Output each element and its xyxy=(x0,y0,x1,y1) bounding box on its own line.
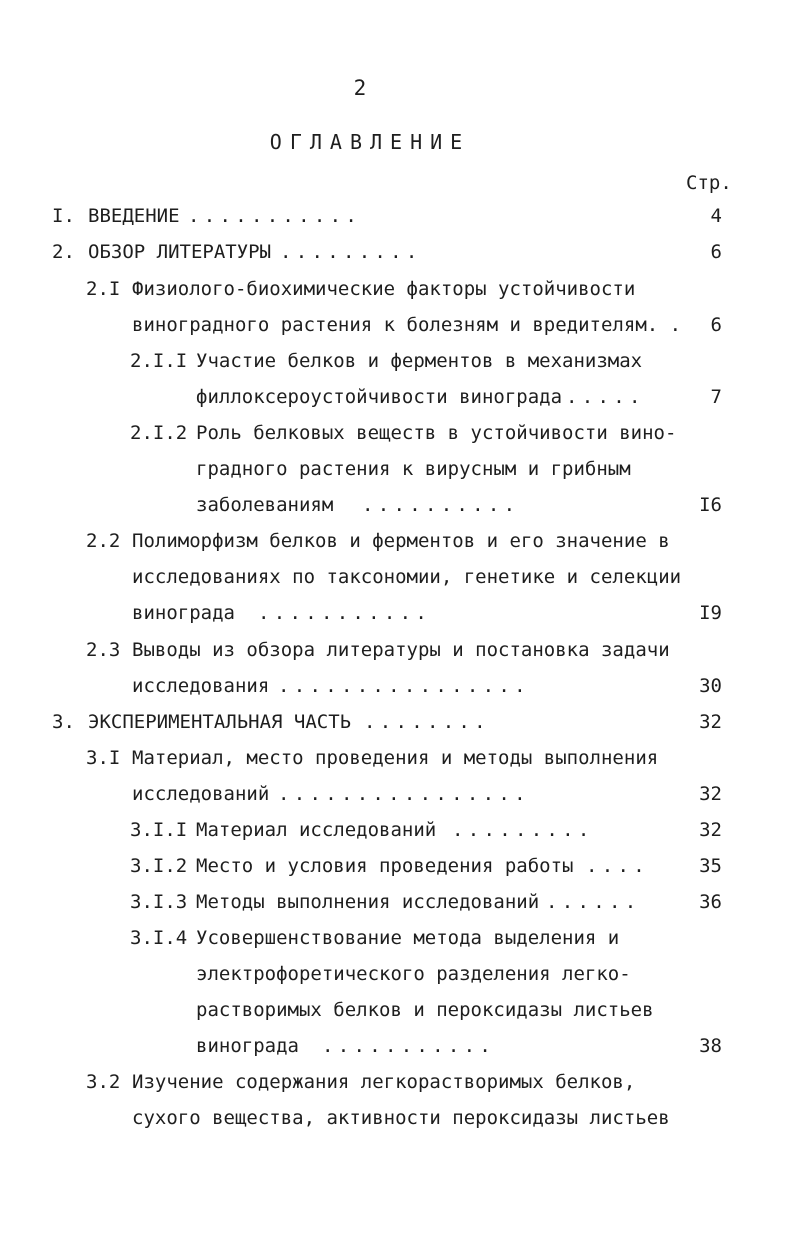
toc-entry-title-line: исследования xyxy=(132,675,270,697)
toc-leader-dots: ........ xyxy=(364,711,490,733)
toc-entry-number: 2.I xyxy=(86,278,121,300)
toc-page-number: 35 xyxy=(699,855,722,877)
toc-entry-number: 2.3 xyxy=(86,639,121,661)
toc-entry-title: Место и условия проведения работы xyxy=(196,855,574,877)
toc-leader-dots: ..... xyxy=(566,386,645,408)
toc-page-number: I6 xyxy=(699,494,722,516)
toc-entry-number: 3.I.4 xyxy=(130,927,188,949)
toc-entry-title-line: сухого вещества, активности пероксидазы листьев xyxy=(132,1107,670,1129)
toc-entry-number: 3. xyxy=(52,711,75,733)
toc-entry-number: 2.I.2 xyxy=(130,422,188,444)
toc-entry-title-line: исследованиях по таксономии, генетике и селекции xyxy=(132,566,682,588)
toc-entry-title-line: растворимых белков и пероксидазы листьев xyxy=(196,999,654,1021)
toc-page-number: 7 xyxy=(710,386,722,408)
toc-page-number: 32 xyxy=(699,783,722,805)
toc-entry-title-line: Усовершенствование метода выделения и xyxy=(196,927,620,949)
toc-entry-number: 3.I.3 xyxy=(130,891,188,913)
toc-entry-title-line: Выводы из обзора литературы и постановка задачи xyxy=(132,639,670,661)
toc-page-number: 6 xyxy=(710,241,722,263)
toc-entry-title-line: винограда xyxy=(132,602,235,624)
toc-entry-number: 3.I.I xyxy=(130,819,188,841)
toc-entry-title-line: Изучение содержания легкорастворимых белков, xyxy=(132,1071,636,1093)
toc-leader-dots: ......... xyxy=(280,241,422,263)
toc-entry-title: Материал исследований xyxy=(196,819,437,841)
toc-entry-number: 2.2 xyxy=(86,530,121,552)
page-number: 2 xyxy=(353,76,367,100)
toc-page-number: 4 xyxy=(710,205,722,227)
toc-entry-title-line: винограда xyxy=(196,1035,299,1057)
toc-entry-title: Методы выполнения исследований xyxy=(196,891,540,913)
toc-entry-title-line: филлоксероустойчивости винограда xyxy=(196,386,563,408)
toc-leader-dots: ........... xyxy=(322,1035,496,1057)
page-column-label: Стр. xyxy=(686,172,732,194)
toc-page-number: 38 xyxy=(699,1035,722,1057)
toc-page-number: 6 xyxy=(710,314,722,336)
toc-leader-dots: .......... xyxy=(362,494,520,516)
toc-entry-number: 3.2 xyxy=(86,1071,121,1093)
toc-entry-title-line: Физиолого-биохимические факторы устойчивости xyxy=(132,278,636,300)
toc-entry-number: 2.I.I xyxy=(130,350,188,372)
toc-page-number: 36 xyxy=(699,891,722,913)
toc-page-number: I9 xyxy=(699,602,722,624)
toc-leader-dots: ......... xyxy=(452,819,594,841)
toc-entry-title: ОБЗОР ЛИТЕРАТУРЫ xyxy=(88,241,272,263)
toc-entry-number: 3.I xyxy=(86,747,121,769)
toc-leader-dots: ........... xyxy=(258,602,432,624)
toc-entry-title-line: Материал, место проведения и методы выполнения xyxy=(132,747,659,769)
toc-leader-dots: ................ xyxy=(278,783,530,805)
toc-entry-title-line: виноградного растения к болезням и вредителям. . xyxy=(132,314,682,336)
toc-entry-title-line: Роль белковых веществ в устойчивости вино- xyxy=(196,422,677,444)
toc-page-number: 32 xyxy=(699,819,722,841)
toc-leader-dots: .... xyxy=(586,855,649,877)
toc-entry-title-line: электрофоретического разделения легко- xyxy=(196,963,631,985)
toc-entry-number: 2. xyxy=(52,241,75,263)
toc-entry-title-line: Полиморфизм белков и ферментов и его значение в xyxy=(132,530,670,552)
toc-entry-number: 3.I.2 xyxy=(130,855,188,877)
toc-entry-title-line: Участие белков и ферментов в механизмах xyxy=(196,350,643,372)
toc-leader-dots: ................ xyxy=(278,675,530,697)
toc-leader-dots: ...... xyxy=(546,891,641,913)
toc-page-number: 30 xyxy=(699,675,722,697)
toc-page-number: 32 xyxy=(699,711,722,733)
toc-title: ОГЛАВЛЕНИЕ xyxy=(269,130,471,154)
toc-entry-title-line: заболеваниям xyxy=(196,494,334,516)
toc-entry-title: ЭКСПЕРИМЕНТАЛЬНАЯ ЧАСТЬ xyxy=(88,711,352,733)
toc-entry-number: I. xyxy=(52,205,75,227)
toc-entry-title-line: градного растения к вирусным и грибным xyxy=(196,458,631,480)
toc-entry-title: ВВЕДЕНИЕ xyxy=(88,205,180,227)
toc-entry-title-line: исследований xyxy=(132,783,270,805)
toc-leader-dots: ........... xyxy=(188,205,362,227)
